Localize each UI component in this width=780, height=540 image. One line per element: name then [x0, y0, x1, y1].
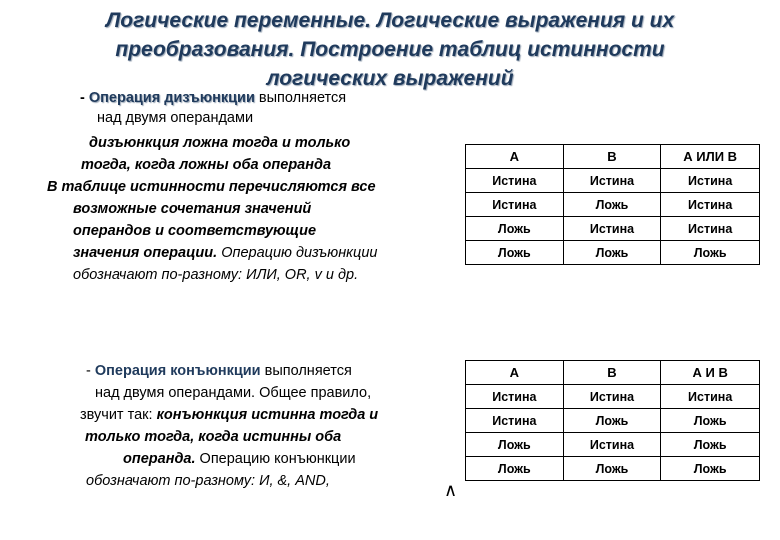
or-table-cell: Ложь [563, 241, 661, 265]
title-line-1: Логические переменные. Логические выражения и их [105, 9, 675, 32]
disjunction-rule-2: тогда, когда ложны оба операнда [81, 157, 332, 173]
or-table-cell: Истина [466, 169, 564, 193]
disjunction-truth-table-note-2: возможные сочетания значений [73, 201, 312, 217]
conjunction-line-5: операнда. Операцию конъюнкции [123, 451, 356, 467]
or-table-cell: Ложь [466, 217, 564, 241]
and-table-cell: Ложь [466, 457, 564, 481]
conjunction-rule: только тогда, когда истинны оба [85, 429, 342, 445]
or-header-row [466, 145, 760, 169]
or-table-cell: Истина [661, 217, 760, 241]
disjunction-truth-table-note-1: В таблице истинности перечисляются все [47, 179, 376, 195]
and-table-row [466, 433, 760, 457]
and-table-row [466, 409, 760, 433]
conjunction-notation: обозначают по-разному: И, &, AND, [86, 473, 330, 489]
disjunction-line-1: - Операция дизъюнкции выполняется [80, 90, 347, 106]
disjunction-rule-1: дизъюнкция ложна тогда и только [89, 135, 351, 151]
and-table-cell: Истина [563, 385, 661, 409]
conjunction-term: Операция конъюнкции [94, 363, 261, 379]
and-table-cell: Истина [466, 385, 564, 409]
conjunction-truth-table [465, 360, 760, 481]
disjunction-line-8: значения операции. Операцию дизъюнкции [73, 245, 378, 261]
title-line-2: преобразования. Построение таблиц истинности [115, 38, 665, 61]
and-table-row [466, 457, 760, 481]
and-table-cell: Истина [466, 409, 564, 433]
and-table-cell: Ложь [466, 433, 564, 457]
or-header-cell: В [563, 145, 661, 169]
or-table-row [466, 169, 760, 193]
or-table-cell: Истина [661, 169, 760, 193]
title-line-3: логических выражений [266, 67, 514, 90]
and-header-cell: А [466, 361, 564, 385]
and-header-row [466, 361, 760, 385]
and-table-cell: Ложь [661, 457, 760, 481]
disjunction-truth-table [465, 144, 760, 265]
conjunction-line-1: - Операция конъюнкции выполняется [86, 363, 352, 379]
or-table-cell: Истина [466, 193, 564, 217]
and-header-cell: В [563, 361, 661, 385]
conjunction-line-2: над двумя операндами. Общее правило, [95, 385, 372, 401]
and-symbol: ∧ [444, 480, 458, 500]
or-table-cell: Истина [563, 169, 661, 193]
or-table-row [466, 217, 760, 241]
disjunction-truth-table-note-3: операндов и соответствующие [73, 223, 317, 239]
and-table-row [466, 385, 760, 409]
disjunction-text [47, 88, 377, 286]
or-table-cell: Ложь [466, 241, 564, 265]
and-table-cell: Истина [563, 433, 661, 457]
or-table-cell: Ложь [563, 193, 661, 217]
or-table-cell: Истина [563, 217, 661, 241]
conjunction-line-3: звучит так: конъюнкция истинна тогда и [80, 407, 379, 423]
or-header-cell: А ИЛИ В [661, 145, 760, 169]
and-table-cell: Ложь [661, 433, 760, 457]
and-table-cell: Ложь [563, 409, 661, 433]
disjunction-notation: обозначают по-разному: ИЛИ, OR, v и др. [73, 267, 359, 283]
and-table-cell: Истина [661, 385, 760, 409]
disjunction-line-2: над двумя операндами [97, 110, 254, 126]
or-table-row [466, 241, 760, 265]
or-header-cell: А [466, 145, 564, 169]
or-table-cell: Истина [661, 193, 760, 217]
and-table-cell: Ложь [661, 409, 760, 433]
page-title [40, 6, 740, 93]
disjunction-term: Операция дизъюнкции [88, 90, 255, 106]
or-table-row [466, 193, 760, 217]
conjunction-text [80, 360, 378, 492]
and-table-cell: Ложь [563, 457, 661, 481]
and-header-cell: А И В [661, 361, 760, 385]
or-table-cell: Ложь [661, 241, 760, 265]
